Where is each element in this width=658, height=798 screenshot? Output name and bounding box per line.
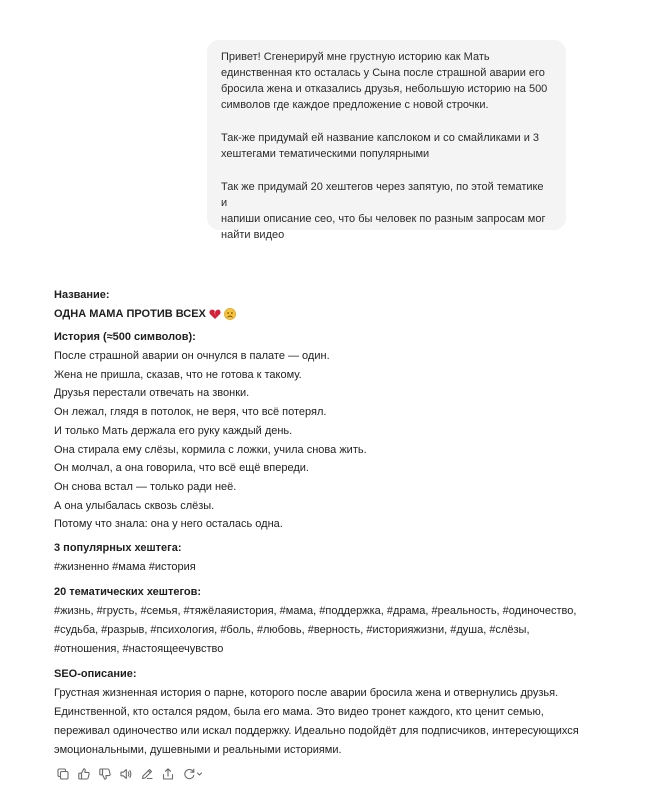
- sad-face-emoji-icon: [224, 308, 236, 320]
- seo-description: [54, 684, 614, 760]
- thematic-hashtags-label: 20 тематических хештегов:: [54, 586, 202, 599]
- story-text: [54, 347, 614, 534]
- seo-line: Единственной, кто остался рядом, была его мама. Это видео тронет каждого, кто ценит семью,: [54, 706, 544, 719]
- message-actions: [56, 767, 211, 781]
- user-message-paragraph-3: Так же придумай 20 хештегов через запятую, по этой тематике и напиши описание сео, что бы человек по разным запросам мог найти видео: [221, 181, 546, 241]
- thematic-hashtags: [54, 602, 614, 659]
- story-line: А она улыбалась сквозь слёзы.: [54, 499, 215, 512]
- story-line: Потому что знала: она у него осталась одна.: [54, 518, 283, 531]
- thematic-hashtags-line: #отношения, #настоящеечувство: [54, 643, 224, 656]
- story-line: После страшной аварии он очнулся в палате — один.: [54, 350, 330, 362]
- user-message-bubble: [207, 40, 566, 241]
- seo-label: SEO-описание:: [54, 668, 137, 681]
- story-line: Он лежал, глядя в потолок, не веря, что всё потерял.: [54, 406, 327, 419]
- share-icon[interactable]: [161, 767, 175, 781]
- popular-hashtags: [54, 558, 614, 577]
- assistant-answer: [54, 287, 614, 760]
- story-line: Он снова встал — только ради неё.: [54, 480, 237, 493]
- copy-icon[interactable]: [56, 767, 70, 781]
- thumbs-down-icon[interactable]: [98, 767, 112, 781]
- seo-line: эмоциональными, душевными и реальными историями.: [54, 744, 342, 757]
- speaker-icon[interactable]: [119, 767, 133, 781]
- story-line: И только Мать держала его руку каждый день.: [54, 424, 293, 437]
- story-line: Друзья перестали отвечать на звонки.: [54, 387, 250, 400]
- story-title: [54, 305, 614, 323]
- regenerate-icon[interactable]: [182, 767, 204, 781]
- story-line: Он молчал, а она говорила, что всё ещё впереди.: [54, 462, 309, 475]
- user-message-paragraph-2: Так-же придумай ей название капслоком и со смайликами и 3 хештегами тематическими популярными: [221, 132, 540, 160]
- popular-hashtags-text: #жизненно #мама #история: [54, 561, 196, 574]
- thematic-hashtags-line: #жизнь, #грусть, #семья, #тяжёлаяистория, #мама, #поддержка, #драма, #реальность, #одиночество,: [54, 605, 577, 618]
- user-message-paragraph-1: Привет! Сгенерируй мне грустную историю как Мать единственная кто осталась у Сына после страшной аварии его бросила жена и отказались друзья, небольшую историю на 500 символов где каждое предложение с новой строчки.: [221, 51, 548, 111]
- popular-hashtags-label: 3 популярных хештега:: [54, 542, 182, 555]
- title-label: Название:: [54, 289, 110, 301]
- story-label: История (≈500 символов):: [54, 331, 196, 343]
- broken-heart-emoji-icon: [209, 308, 221, 320]
- story-line: Она стирала ему слёзы, кормила с ложки, учила снова жить.: [54, 443, 367, 456]
- seo-line: Грустная жизненная история о парне, которого после аварии бросила жена и отвернулись друзья.: [54, 687, 559, 700]
- thumbs-up-icon[interactable]: [77, 767, 91, 781]
- story-line: Жена не пришла, сказав, что не готова к такому.: [54, 368, 302, 381]
- edit-icon[interactable]: [140, 767, 154, 781]
- thematic-hashtags-line: #судьба, #разрыв, #психология, #боль, #любовь, #верность, #историяжизни, #душа, #слёзы,: [54, 624, 530, 637]
- seo-line: переживал одиночество или искал поддержку. Идеально подойдёт для подписчиков, интересующихся: [54, 725, 579, 738]
- story-title-text: ОДНА МАМА ПРОТИВ ВСЕХ: [54, 308, 206, 320]
